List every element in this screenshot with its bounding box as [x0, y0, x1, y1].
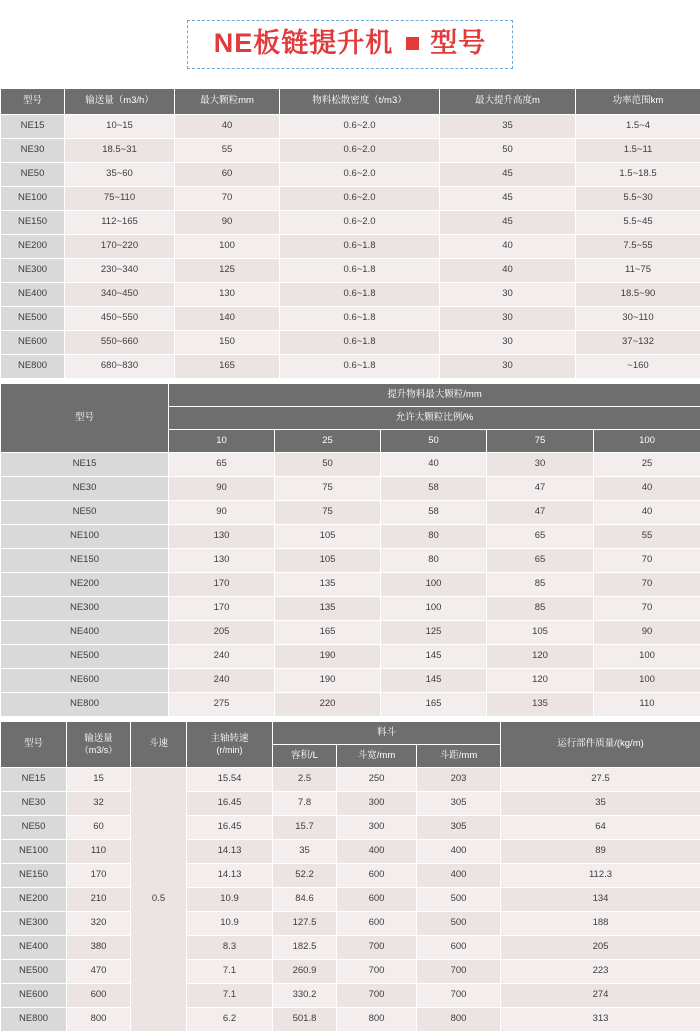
cell-density: 0.6~2.0: [280, 139, 440, 163]
cell-value: 40: [594, 501, 700, 525]
table-row: [1, 211, 700, 235]
title-text-before: NE板链提升机: [214, 30, 394, 57]
cell-particle: 150: [175, 331, 280, 355]
col-header-ratio-10: 10: [169, 430, 275, 453]
cell-value: 130: [169, 525, 275, 549]
cell-capacity: 18.5~31: [65, 139, 175, 163]
cell-value: 25: [594, 453, 700, 477]
col-header-model: 型号: [1, 722, 67, 768]
table-row: [1, 187, 700, 211]
cell-value: 58: [381, 477, 487, 501]
cell-power: 5.5~30: [576, 187, 700, 211]
cell-value: 105: [275, 549, 381, 573]
cell-bucket-volume: 15.7: [273, 816, 337, 840]
cell-model: NE30: [1, 792, 67, 816]
cell-density: 0.6~1.8: [280, 235, 440, 259]
cell-model: NE15: [1, 115, 65, 139]
cell-particle: 140: [175, 307, 280, 331]
cell-model: NE800: [1, 693, 169, 717]
specs-table-3: [0, 721, 700, 1032]
cell-bucket-volume: 52.2: [273, 864, 337, 888]
cell-density: 0.6~1.8: [280, 355, 440, 379]
cell-height: 45: [440, 163, 576, 187]
cell-model: NE100: [1, 525, 169, 549]
cell-shaft-speed: 10.9: [187, 912, 273, 936]
cell-model: NE50: [1, 163, 65, 187]
table-row: [1, 960, 700, 984]
table-row: [1, 331, 700, 355]
cell-value: 55: [594, 525, 700, 549]
cell-value: 105: [275, 525, 381, 549]
cell-value: 47: [487, 477, 594, 501]
col-header-shaft-speed-line1: 主轴转速: [187, 734, 272, 745]
cell-bucket-width: 250: [337, 768, 417, 792]
cell-shaft-speed: 7.1: [187, 960, 273, 984]
cell-running-mass: 223: [501, 960, 700, 984]
cell-value: 40: [594, 477, 700, 501]
cell-value: 80: [381, 525, 487, 549]
table-row: [1, 597, 700, 621]
table-row: [1, 768, 700, 792]
table-row: [1, 355, 700, 379]
cell-value: 80: [381, 549, 487, 573]
cell-power: 7.5~55: [576, 235, 700, 259]
cell-height: 30: [440, 283, 576, 307]
cell-density: 0.6~1.8: [280, 259, 440, 283]
cell-shaft-speed: 8.3: [187, 936, 273, 960]
col-header-shaft-speed: [187, 722, 273, 768]
cell-bucket-speed: 0.5: [131, 768, 187, 1032]
cell-bucket-width: 600: [337, 864, 417, 888]
cell-bucket-pitch: 600: [417, 936, 501, 960]
cell-density: 0.6~2.0: [280, 115, 440, 139]
cell-value: 65: [487, 525, 594, 549]
filled-square-icon: [406, 37, 419, 50]
cell-bucket-volume: 35: [273, 840, 337, 864]
cell-capacity: 470: [67, 960, 131, 984]
table-row: [1, 525, 700, 549]
cell-model: NE100: [1, 187, 65, 211]
cell-power: 1.5~18.5: [576, 163, 700, 187]
cell-value: 125: [381, 621, 487, 645]
specs-table-2: [0, 383, 700, 717]
cell-shaft-speed: 16.45: [187, 792, 273, 816]
title-text: [214, 30, 487, 57]
table-row: [1, 501, 700, 525]
cell-bucket-volume: 7.8: [273, 792, 337, 816]
cell-model: NE400: [1, 621, 169, 645]
group-header-bucket: 料斗: [273, 722, 501, 745]
cell-model: NE15: [1, 453, 169, 477]
cell-value: 105: [487, 621, 594, 645]
cell-density: 0.6~2.0: [280, 211, 440, 235]
cell-bucket-width: 600: [337, 912, 417, 936]
table-row: [1, 235, 700, 259]
cell-model: NE150: [1, 864, 67, 888]
cell-capacity: 10~15: [65, 115, 175, 139]
cell-height: 50: [440, 139, 576, 163]
cell-model: NE500: [1, 307, 65, 331]
cell-bucket-volume: 84.6: [273, 888, 337, 912]
cell-value: 145: [381, 645, 487, 669]
col-header-bucket-volume: 容积/L: [273, 745, 337, 768]
cell-model: NE600: [1, 331, 65, 355]
cell-height: 40: [440, 259, 576, 283]
cell-bucket-pitch: 700: [417, 984, 501, 1008]
cell-value: 90: [169, 477, 275, 501]
cell-power: 1.5~11: [576, 139, 700, 163]
cell-bucket-volume: 260.9: [273, 960, 337, 984]
cell-height: 45: [440, 211, 576, 235]
col-header-ratio-100: 100: [594, 430, 700, 453]
cell-capacity: 600: [67, 984, 131, 1008]
cell-running-mass: 205: [501, 936, 700, 960]
cell-value: 100: [594, 669, 700, 693]
cell-value: 190: [275, 669, 381, 693]
cell-capacity: 170~220: [65, 235, 175, 259]
group-header-allowed-ratio: 允许大颗粒比例/%: [169, 407, 700, 430]
col-header-bucket-pitch: 斗距/mm: [417, 745, 501, 768]
cell-capacity: 60: [67, 816, 131, 840]
cell-value: 135: [275, 597, 381, 621]
col-header-max-particle: 最大颗粒mm: [175, 89, 280, 115]
cell-value: 135: [487, 693, 594, 717]
cell-value: 70: [594, 573, 700, 597]
cell-capacity: 32: [67, 792, 131, 816]
cell-height: 45: [440, 187, 576, 211]
col-header-model: 型号: [1, 384, 169, 453]
title-box: [187, 20, 514, 69]
table-row: [1, 645, 700, 669]
cell-height: 30: [440, 307, 576, 331]
page-title: [0, 0, 700, 88]
table-row: [1, 936, 700, 960]
cell-value: 85: [487, 597, 594, 621]
specs-table-1: [0, 88, 700, 379]
cell-model: NE50: [1, 501, 169, 525]
cell-bucket-width: 700: [337, 984, 417, 1008]
cell-particle: 90: [175, 211, 280, 235]
col-header-ratio-75: 75: [487, 430, 594, 453]
table-row: [1, 984, 700, 1008]
cell-model: NE800: [1, 1008, 67, 1032]
cell-model: NE100: [1, 840, 67, 864]
table-row: [1, 816, 700, 840]
cell-model: NE15: [1, 768, 67, 792]
table-1-body: [1, 115, 700, 379]
cell-power: 37~132: [576, 331, 700, 355]
cell-capacity: 320: [67, 912, 131, 936]
cell-model: NE300: [1, 597, 169, 621]
col-header-model: 型号: [1, 89, 65, 115]
cell-running-mass: 134: [501, 888, 700, 912]
cell-model: NE200: [1, 573, 169, 597]
cell-capacity: 15: [67, 768, 131, 792]
cell-value: 205: [169, 621, 275, 645]
cell-bucket-width: 300: [337, 816, 417, 840]
cell-particle: 165: [175, 355, 280, 379]
cell-bucket-width: 300: [337, 792, 417, 816]
cell-shaft-speed: 7.1: [187, 984, 273, 1008]
table-row: [1, 163, 700, 187]
cell-value: 170: [169, 597, 275, 621]
cell-capacity: 75~110: [65, 187, 175, 211]
cell-power: 5.5~45: [576, 211, 700, 235]
cell-bucket-volume: 2.5: [273, 768, 337, 792]
cell-capacity: 340~450: [65, 283, 175, 307]
cell-value: 145: [381, 669, 487, 693]
cell-value: 70: [594, 597, 700, 621]
cell-power: 18.5~90: [576, 283, 700, 307]
table-header-row: [1, 384, 700, 407]
cell-capacity: 35~60: [65, 163, 175, 187]
col-header-capacity-line2: （m3/s）: [67, 745, 130, 755]
cell-capacity: 800: [67, 1008, 131, 1032]
table-row: [1, 573, 700, 597]
cell-bucket-pitch: 800: [417, 1008, 501, 1032]
cell-value: 170: [169, 573, 275, 597]
cell-value: 120: [487, 669, 594, 693]
cell-value: 135: [275, 573, 381, 597]
cell-power: 1.5~4: [576, 115, 700, 139]
col-header-bucket-speed: 斗速: [131, 722, 187, 768]
cell-value: 85: [487, 573, 594, 597]
cell-value: 90: [594, 621, 700, 645]
table-row: [1, 115, 700, 139]
cell-bucket-pitch: 500: [417, 888, 501, 912]
cell-capacity: 380: [67, 936, 131, 960]
cell-bucket-pitch: 305: [417, 816, 501, 840]
table-row: [1, 792, 700, 816]
cell-power: 11~75: [576, 259, 700, 283]
table-row: [1, 307, 700, 331]
cell-bucket-pitch: 203: [417, 768, 501, 792]
cell-power: 30~110: [576, 307, 700, 331]
cell-value: 100: [381, 573, 487, 597]
cell-value: 165: [275, 621, 381, 645]
cell-value: 65: [487, 549, 594, 573]
col-header-max-lift-height: 最大提升高度m: [440, 89, 576, 115]
cell-running-mass: 89: [501, 840, 700, 864]
table-row: [1, 477, 700, 501]
cell-bucket-width: 800: [337, 1008, 417, 1032]
cell-model: NE600: [1, 669, 169, 693]
cell-value: 100: [381, 597, 487, 621]
cell-value: 100: [594, 645, 700, 669]
cell-particle: 130: [175, 283, 280, 307]
title-text-after: 型号: [430, 30, 486, 57]
cell-capacity: 550~660: [65, 331, 175, 355]
cell-model: NE500: [1, 645, 169, 669]
col-header-shaft-speed-line2: (r/min): [187, 745, 272, 755]
table-row: [1, 1008, 700, 1032]
col-header-ratio-50: 50: [381, 430, 487, 453]
cell-model: NE150: [1, 549, 169, 573]
cell-bucket-width: 700: [337, 960, 417, 984]
cell-model: NE200: [1, 888, 67, 912]
cell-value: 190: [275, 645, 381, 669]
cell-particle: 70: [175, 187, 280, 211]
cell-capacity: 170: [67, 864, 131, 888]
cell-value: 75: [275, 477, 381, 501]
cell-value: 240: [169, 645, 275, 669]
table-row: [1, 693, 700, 717]
table-row: [1, 864, 700, 888]
cell-bucket-width: 700: [337, 936, 417, 960]
cell-model: NE400: [1, 936, 67, 960]
cell-particle: 100: [175, 235, 280, 259]
cell-shaft-speed: 6.2: [187, 1008, 273, 1032]
cell-density: 0.6~2.0: [280, 187, 440, 211]
cell-running-mass: 112.3: [501, 864, 700, 888]
cell-value: 30: [487, 453, 594, 477]
table-3-body: [1, 722, 700, 1032]
cell-model: NE30: [1, 477, 169, 501]
table-header-row: [1, 722, 700, 745]
cell-running-mass: 64: [501, 816, 700, 840]
table-header-row: [1, 89, 700, 115]
cell-shaft-speed: 10.9: [187, 888, 273, 912]
cell-bucket-volume: 182.5: [273, 936, 337, 960]
table-row: [1, 912, 700, 936]
cell-running-mass: 274: [501, 984, 700, 1008]
cell-value: 47: [487, 501, 594, 525]
cell-bucket-volume: 330.2: [273, 984, 337, 1008]
cell-model: NE300: [1, 259, 65, 283]
cell-running-mass: 35: [501, 792, 700, 816]
cell-value: 165: [381, 693, 487, 717]
cell-capacity: 450~550: [65, 307, 175, 331]
cell-value: 40: [381, 453, 487, 477]
cell-particle: 55: [175, 139, 280, 163]
group-header-max-particle: 提升物料最大颗粒/mm: [169, 384, 700, 407]
cell-value: 90: [169, 501, 275, 525]
cell-model: NE300: [1, 912, 67, 936]
cell-capacity: 210: [67, 888, 131, 912]
table-row: [1, 453, 700, 477]
cell-model: NE200: [1, 235, 65, 259]
col-header-ratio-25: 25: [275, 430, 381, 453]
cell-value: 275: [169, 693, 275, 717]
cell-density: 0.6~1.8: [280, 283, 440, 307]
cell-bucket-pitch: 305: [417, 792, 501, 816]
table-row: [1, 840, 700, 864]
col-header-capacity-line1: 输送量: [67, 734, 130, 745]
cell-value: 70: [594, 549, 700, 573]
cell-density: 0.6~1.8: [280, 307, 440, 331]
cell-shaft-speed: 14.13: [187, 864, 273, 888]
table-row: [1, 259, 700, 283]
cell-capacity: 110: [67, 840, 131, 864]
cell-value: 75: [275, 501, 381, 525]
cell-height: 40: [440, 235, 576, 259]
cell-model: NE400: [1, 283, 65, 307]
cell-value: 220: [275, 693, 381, 717]
cell-value: 110: [594, 693, 700, 717]
cell-shaft-speed: 14.13: [187, 840, 273, 864]
cell-height: 30: [440, 331, 576, 355]
cell-bucket-width: 600: [337, 888, 417, 912]
cell-model: NE30: [1, 139, 65, 163]
cell-height: 30: [440, 355, 576, 379]
cell-bucket-width: 400: [337, 840, 417, 864]
cell-value: 120: [487, 645, 594, 669]
cell-particle: 40: [175, 115, 280, 139]
col-header-capacity: [67, 722, 131, 768]
cell-particle: 125: [175, 259, 280, 283]
table-row: [1, 888, 700, 912]
col-header-bulk-density: 物料松散密度（t/m3）: [280, 89, 440, 115]
cell-shaft-speed: 15.54: [187, 768, 273, 792]
cell-running-mass: 313: [501, 1008, 700, 1032]
cell-bucket-pitch: 700: [417, 960, 501, 984]
cell-value: 58: [381, 501, 487, 525]
cell-value: 50: [275, 453, 381, 477]
cell-density: 0.6~1.8: [280, 331, 440, 355]
col-header-power-range: 功率范围km: [576, 89, 700, 115]
cell-height: 35: [440, 115, 576, 139]
table-row: [1, 139, 700, 163]
cell-model: NE600: [1, 984, 67, 1008]
cell-value: 240: [169, 669, 275, 693]
cell-bucket-pitch: 400: [417, 864, 501, 888]
cell-bucket-volume: 501.8: [273, 1008, 337, 1032]
cell-density: 0.6~2.0: [280, 163, 440, 187]
cell-running-mass: 27.5: [501, 768, 700, 792]
cell-model: NE800: [1, 355, 65, 379]
cell-bucket-volume: 127.5: [273, 912, 337, 936]
cell-model: NE150: [1, 211, 65, 235]
cell-bucket-pitch: 400: [417, 840, 501, 864]
cell-model: NE50: [1, 816, 67, 840]
table-row: [1, 621, 700, 645]
table-row: [1, 549, 700, 573]
cell-running-mass: 188: [501, 912, 700, 936]
cell-shaft-speed: 16.45: [187, 816, 273, 840]
table-2-body: [1, 384, 700, 717]
col-header-capacity: 输送量（m3/h）: [65, 89, 175, 115]
cell-particle: 60: [175, 163, 280, 187]
col-header-running-mass: 运行部件质量/(kg/m): [501, 722, 700, 768]
cell-value: 130: [169, 549, 275, 573]
table-row: [1, 283, 700, 307]
cell-capacity: 112~165: [65, 211, 175, 235]
cell-bucket-pitch: 500: [417, 912, 501, 936]
cell-power: ~160: [576, 355, 700, 379]
table-row: [1, 669, 700, 693]
cell-model: NE500: [1, 960, 67, 984]
cell-value: 65: [169, 453, 275, 477]
cell-capacity: 680~830: [65, 355, 175, 379]
cell-capacity: 230~340: [65, 259, 175, 283]
col-header-bucket-width: 斗宽/mm: [337, 745, 417, 768]
